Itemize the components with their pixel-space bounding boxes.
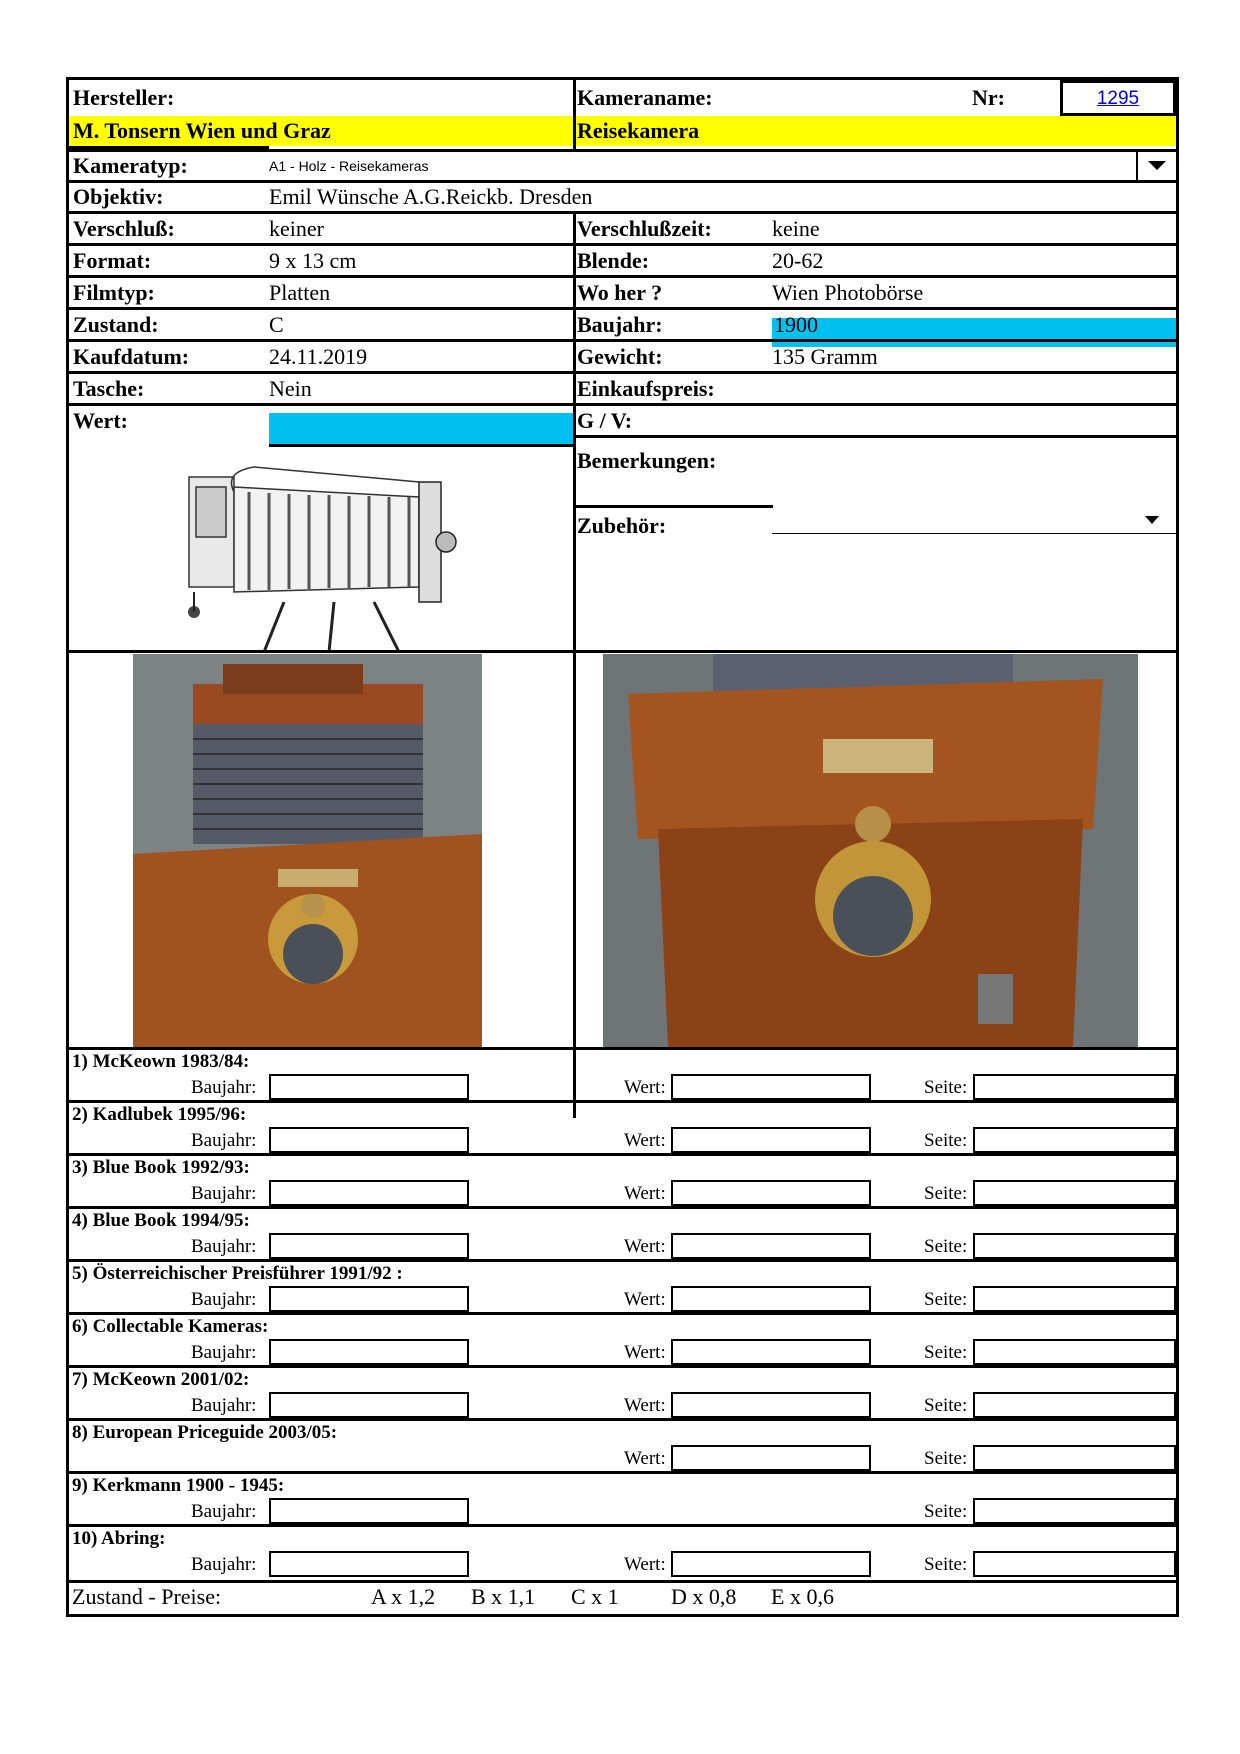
- reference-block: [69, 1156, 1176, 1209]
- einkaufspreis-label: Einkaufspreis:: [577, 376, 715, 401]
- nr-label: Nr:: [972, 85, 1005, 110]
- wert-label: Wert:: [624, 1342, 666, 1363]
- baujahr-label: Baujahr:: [577, 312, 663, 337]
- kameraname-label: Kameraname:: [577, 85, 713, 110]
- reference-block: [69, 1527, 1176, 1580]
- seite-label: Seite:: [924, 1554, 968, 1575]
- kameratyp-dropdown-button[interactable]: [1136, 150, 1176, 180]
- divider: [69, 275, 1176, 278]
- camera-photo-top: [133, 654, 482, 1047]
- wert-label: Wert:: [624, 1183, 666, 1204]
- divider: [576, 505, 773, 508]
- factor-c: C x 1: [571, 1584, 619, 1609]
- seite-label: Seite:: [924, 1077, 968, 1098]
- reference-block: [69, 1474, 1176, 1527]
- filmtyp-value: Platten: [269, 280, 331, 305]
- divider: [69, 180, 1176, 183]
- wert-label: Wert:: [624, 1448, 666, 1469]
- seite-label: Seite:: [924, 1448, 968, 1469]
- wert-input[interactable]: [671, 1127, 871, 1153]
- nr-link[interactable]: 1295: [1096, 88, 1140, 109]
- camera-record-sheet: [66, 77, 1179, 1617]
- seite-label: Seite:: [924, 1395, 968, 1416]
- divider: [69, 403, 1176, 406]
- wert-input[interactable]: [671, 1551, 871, 1577]
- seite-input[interactable]: [973, 1339, 1176, 1365]
- factor-d: D x 0,8: [671, 1584, 737, 1609]
- footer-label: Zustand - Preise:: [72, 1584, 222, 1609]
- wert-input[interactable]: [671, 1445, 871, 1471]
- reference-block: [69, 1209, 1176, 1262]
- seite-label: Seite:: [924, 1130, 968, 1151]
- seite-label: Seite:: [924, 1236, 968, 1257]
- baujahr-label: Baujahr:: [191, 1289, 257, 1310]
- reference-title: 10) Abring:: [72, 1528, 166, 1549]
- chevron-down-icon: [1145, 516, 1159, 524]
- reference-block: [69, 1315, 1176, 1368]
- baujahr-input[interactable]: [269, 1286, 469, 1312]
- objektiv-value: Emil Wünsche A.G.Reickb. Dresden: [269, 184, 593, 209]
- seite-input[interactable]: [973, 1392, 1176, 1418]
- verschluss-label: Verschluß:: [73, 216, 175, 241]
- seite-input[interactable]: [973, 1074, 1176, 1100]
- verschlusszeit-value: keine: [772, 216, 820, 241]
- woher-value: Wien Photobörse: [772, 280, 924, 305]
- gewicht-label: Gewicht:: [577, 344, 663, 369]
- camera-drawing: [164, 452, 484, 652]
- baujahr-label: Baujahr:: [191, 1077, 257, 1098]
- wert-label: Wert:: [624, 1236, 666, 1257]
- baujahr-label: Baujahr:: [191, 1183, 257, 1204]
- seite-input[interactable]: [973, 1445, 1176, 1471]
- gewicht-value: 135 Gramm: [772, 344, 878, 369]
- hersteller-value: M. Tonsern Wien und Graz: [73, 118, 331, 143]
- divider: [69, 149, 1176, 152]
- baujahr-input[interactable]: [269, 1339, 469, 1365]
- reference-title: 3) Blue Book 1992/93:: [72, 1157, 250, 1178]
- wert-label: Wert:: [624, 1289, 666, 1310]
- divider: [573, 80, 576, 149]
- divider: [69, 650, 1176, 653]
- baujahr-input[interactable]: [269, 1392, 469, 1418]
- wert-input[interactable]: [671, 1339, 871, 1365]
- zustand-value: C: [269, 312, 284, 337]
- hersteller-label: Hersteller:: [73, 85, 175, 110]
- baujahr-label: Baujahr:: [191, 1554, 257, 1575]
- reference-title: 1) McKeown 1983/84:: [72, 1051, 250, 1072]
- baujahr-label: Baujahr:: [191, 1501, 257, 1522]
- seite-label: Seite:: [924, 1183, 968, 1204]
- reference-title: 5) Österreichischer Preisführer 1991/92 :: [72, 1263, 403, 1284]
- tasche-value: Nein: [269, 376, 312, 401]
- factor-a: A x 1,2: [371, 1584, 436, 1609]
- kaufdatum-value: 24.11.2019: [269, 344, 368, 369]
- reference-title: 2) Kadlubek 1995/96:: [72, 1104, 247, 1125]
- wert-input[interactable]: [671, 1074, 871, 1100]
- seite-label: Seite:: [924, 1289, 968, 1310]
- baujahr-label: Baujahr:: [191, 1130, 257, 1151]
- baujahr-label: Baujahr:: [191, 1395, 257, 1416]
- reference-block: [69, 1262, 1176, 1315]
- zustand-label: Zustand:: [73, 312, 159, 337]
- wert-input[interactable]: [671, 1392, 871, 1418]
- verschlusszeit-label: Verschlußzeit:: [577, 216, 712, 241]
- wert-input[interactable]: [671, 1180, 871, 1206]
- kameratyp-label: Kameratyp:: [73, 153, 188, 178]
- verschluss-value: keiner: [269, 216, 324, 241]
- baujahr-input[interactable]: [269, 1127, 469, 1153]
- baujahr-input[interactable]: [269, 1233, 469, 1259]
- blende-value: 20-62: [772, 248, 824, 273]
- wert-label: Wert:: [624, 1077, 666, 1098]
- tasche-label: Tasche:: [73, 376, 145, 401]
- baujahr-label: Baujahr:: [191, 1236, 257, 1257]
- reference-title: 6) Collectable Kameras:: [72, 1316, 269, 1337]
- seite-input[interactable]: [973, 1233, 1176, 1259]
- divider: [69, 1580, 1176, 1583]
- seite-label: Seite:: [924, 1342, 968, 1363]
- kameratyp-select[interactable]: A1 - Holz - Reisekameras: [269, 158, 429, 174]
- divider: [69, 243, 1176, 246]
- wert-label: Wert:: [624, 1554, 666, 1575]
- reference-title: 7) McKeown 2001/02:: [72, 1369, 250, 1390]
- reference-block: [69, 1368, 1176, 1421]
- baujahr-value: 1900: [774, 312, 818, 337]
- zubehoer-dropdown[interactable]: [772, 506, 1176, 534]
- seite-input[interactable]: [973, 1551, 1176, 1577]
- wert-label: Wert:: [624, 1395, 666, 1416]
- kaufdatum-label: Kaufdatum:: [73, 344, 190, 369]
- baujahr-input[interactable]: [269, 1180, 469, 1206]
- gv-label: G / V:: [577, 408, 633, 433]
- factor-e: E x 0,6: [771, 1584, 834, 1609]
- blende-label: Blende:: [577, 248, 650, 273]
- baujahr-input[interactable]: [269, 1498, 469, 1524]
- factor-b: B x 1,1: [471, 1584, 536, 1609]
- divider: [69, 339, 1176, 342]
- camera-photo-front: [603, 654, 1138, 1047]
- baujahr-input[interactable]: [269, 1551, 469, 1577]
- wert-highlight: [269, 413, 574, 444]
- nr-box: [1060, 80, 1176, 116]
- bemerkungen-label: Bemerkungen:: [577, 448, 717, 473]
- wert-input[interactable]: [671, 1286, 871, 1312]
- objektiv-label: Objektiv:: [73, 184, 164, 209]
- divider: [269, 444, 574, 447]
- seite-input[interactable]: [973, 1286, 1176, 1312]
- seite-input[interactable]: [973, 1127, 1176, 1153]
- format-label: Format:: [73, 248, 152, 273]
- seite-label: Seite:: [924, 1501, 968, 1522]
- format-value: 9 x 13 cm: [269, 248, 357, 273]
- kameraname-value: Reisekamera: [577, 118, 700, 143]
- camera-photo-top-icon: [133, 654, 482, 1047]
- divider: [573, 435, 1176, 438]
- reference-block: [69, 1103, 1176, 1156]
- reference-block: [69, 1050, 1176, 1103]
- camera-photo-front-icon: [603, 654, 1138, 1047]
- seite-input[interactable]: [973, 1180, 1176, 1206]
- reference-title: 4) Blue Book 1994/95:: [72, 1210, 250, 1231]
- reference-title: 8) European Priceguide 2003/05:: [72, 1422, 338, 1443]
- filmtyp-label: Filmtyp:: [73, 280, 155, 305]
- divider: [69, 371, 1176, 374]
- divider: [69, 211, 1176, 214]
- wert-label: Wert:: [73, 408, 128, 433]
- seite-input[interactable]: [973, 1498, 1176, 1524]
- divider: [69, 307, 1176, 310]
- baujahr-input[interactable]: [269, 1074, 469, 1100]
- reference-title: 9) Kerkmann 1900 - 1945:: [72, 1475, 285, 1496]
- chevron-down-icon: [1148, 161, 1166, 170]
- reference-block: [69, 1421, 1176, 1474]
- baujahr-label: Baujahr:: [191, 1342, 257, 1363]
- woher-label: Wo her ?: [577, 280, 663, 305]
- wert-input[interactable]: [671, 1233, 871, 1259]
- wert-label: Wert:: [624, 1130, 666, 1151]
- camera-drawing-icon: [164, 452, 484, 652]
- zubehoer-label: Zubehör:: [577, 513, 667, 538]
- divider: [573, 211, 576, 1118]
